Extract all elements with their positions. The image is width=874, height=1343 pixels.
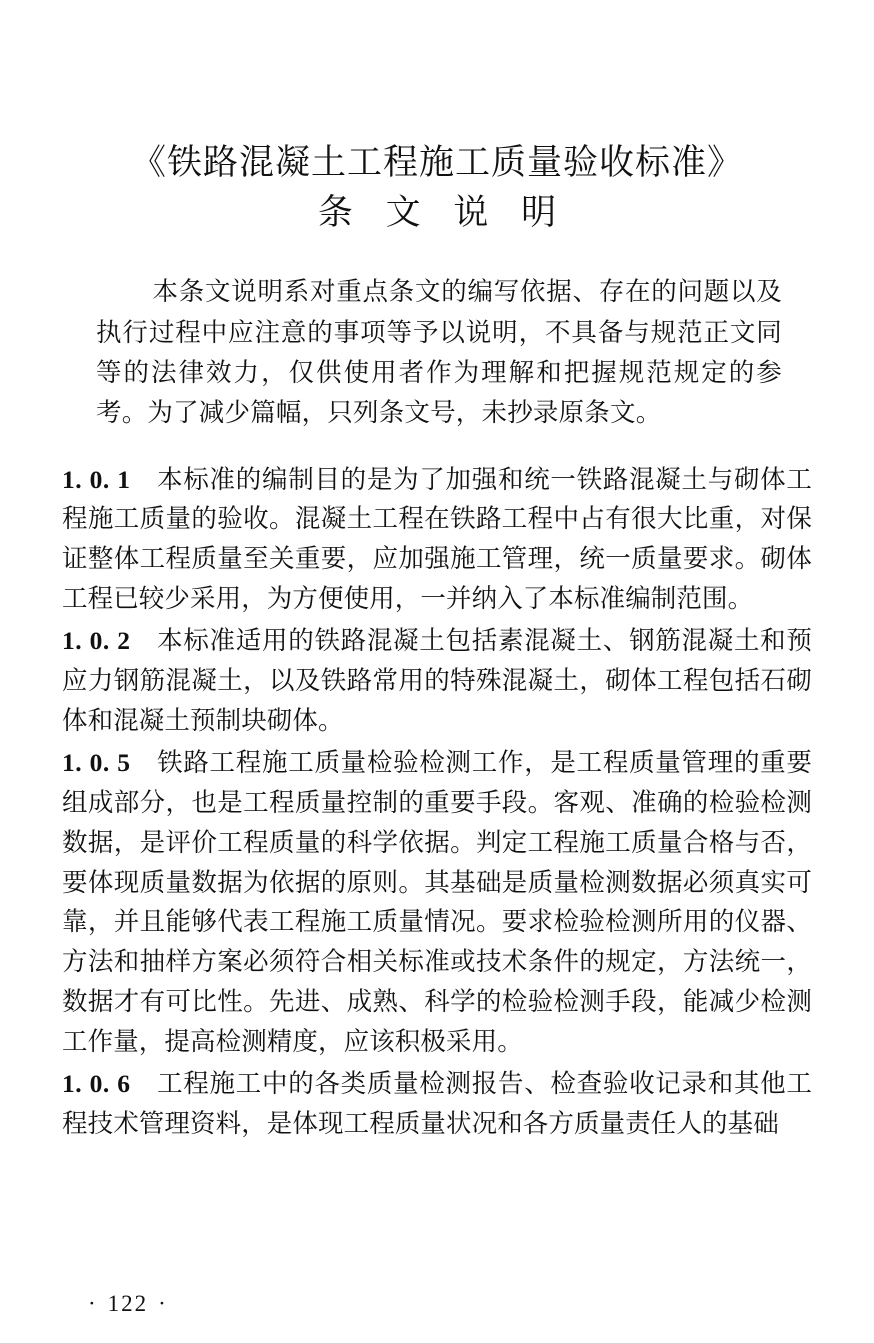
clause-number: 1. 0. 6 bbox=[62, 1069, 131, 1099]
footer-dot-left: · bbox=[88, 1291, 98, 1316]
title-block bbox=[62, 140, 812, 236]
page-footer bbox=[0, 1291, 874, 1317]
clause-item bbox=[62, 743, 812, 1062]
page-subtitle: 条 文 说 明 bbox=[317, 193, 569, 233]
clause-item bbox=[62, 460, 812, 620]
clause-list bbox=[62, 460, 812, 1144]
footer-dot-right: · bbox=[158, 1291, 168, 1316]
clause-number: 1. 0. 2 bbox=[62, 626, 131, 656]
clause-number: 1. 0. 5 bbox=[62, 747, 131, 777]
preamble-paragraph bbox=[62, 272, 812, 433]
page-title: 《铁路混凝土工程施工质量验收标准》 bbox=[130, 143, 743, 182]
clause-item bbox=[62, 621, 812, 741]
clause-text: 本标准的编制目的是为了加强和统一铁路混凝土与砌体工程施工质量的验收。混凝土工程在铁路工程中占有很大比重，对保证整体工程质量至关重要，应加强施工管理，统一质量要求。砌体工程已较少采用，为方便使用，一并纳入了本标准编制范围。 bbox=[62, 464, 812, 614]
clause-item bbox=[62, 1064, 812, 1144]
clause-text: 铁路工程施工质量检验检测工作，是工程质量管理的重要组成部分，也是工程质量控制的重要手段。客观、准确的检验检测数据，是评价工程质量的科学依据。判定工程施工质量合格与否，要体现质量数据为依据的原则。其基础是质量检测数据必须真实可靠，并且能够代表工程施工质量情况。要求检验检测所用的仪器、方法和抽样方案必须符合相关标准或技术条件的规定，方法统一，数据才有可比性。先进、成熟、科学的检验检测手段，能减少检测工作量，提高检测精度，应该积极采用。 bbox=[62, 747, 812, 1057]
clause-number: 1. 0. 1 bbox=[62, 464, 131, 494]
clause-text: 工程施工中的各类质量检测报告、检查验收记录和其他工程技术管理资料，是体现工程质量状况和各方质量责任人的基础 bbox=[62, 1069, 812, 1138]
preamble-text: 本条文说明系对重点条文的编写依据、存在的问题以及执行过程中应注意的事项等予以说明，不具备与规范正文同等的法律效力，仅供使用者作为理解和把握规范规定的参考。为了减少篇幅，只列条文号，未抄录原条文。 bbox=[96, 277, 782, 428]
page-number: 122 bbox=[107, 1291, 149, 1316]
clause-text: 本标准适用的铁路混凝土包括素混凝土、钢筋混凝土和预应力钢筋混凝土，以及铁路常用的特殊混凝土，砌体工程包括石砌体和混凝土预制块砌体。 bbox=[62, 626, 812, 735]
